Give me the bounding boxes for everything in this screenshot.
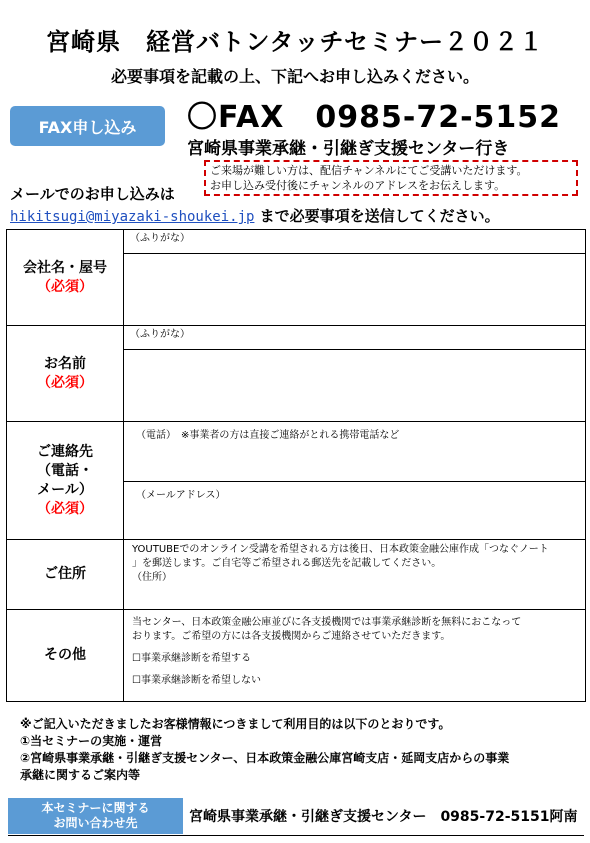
fax-number: 〇FAX 0985-72-5152 (187, 100, 562, 135)
email-hint: （メールアドレス） (136, 490, 226, 501)
email-field[interactable] (124, 482, 586, 540)
other-label-cell (7, 610, 124, 702)
address-label: ご住所 (44, 566, 86, 582)
footer-divider (8, 835, 584, 836)
online-notice-line2: お申し込み受付後にチャンネルのアドレスをお伝えします。 (210, 179, 506, 192)
other-field (124, 610, 586, 702)
contact-label-2: （電話・ (37, 462, 93, 479)
inquiry-info: 宮崎県事業承継・引継ぎ支援センター 0985-72-5151阿南 (189, 809, 578, 825)
name-furigana-label: （ふりがな） (130, 329, 190, 340)
company-furigana-label: （ふりがな） (130, 233, 190, 244)
online-notice-line1: ご来場が難しい方は、配信チャンネルにてご受講いただけます。 (210, 164, 528, 177)
company-furigana-field[interactable] (124, 230, 586, 254)
contact-label-3: メール） (37, 481, 93, 498)
fax-application-button[interactable]: FAX申し込み (10, 106, 165, 146)
name-label-cell (7, 326, 124, 422)
name-furigana-field[interactable] (124, 326, 586, 350)
address-label-cell (7, 540, 124, 610)
privacy-footnote (20, 716, 580, 784)
name-label: お名前 (44, 355, 86, 372)
name-required: （必須） (37, 374, 93, 391)
address-note-3: （住所） (132, 572, 172, 583)
page-subtitle: 必要事項を記載の上、下記へお申し込みください。 (110, 67, 479, 86)
contact-label-cell (7, 422, 124, 540)
mail-suffix: まで必要事項を送信してください。 (259, 207, 500, 225)
company-label: 会社名・屋号 (23, 259, 107, 276)
inquiry-label-1: 本セミナーに関する (41, 801, 150, 815)
other-text-1: 当センター、日本政策金融公庫並びに各支援機関では事業承継診断を無料におこなって (132, 617, 522, 628)
contact-label-1: ご連絡先 (37, 443, 93, 460)
footnote-line-3: ②宮崎県事業承継・引継ぎ支援センター、日本政策金融公庫宮崎支店・延岡支店からの事業 (20, 751, 510, 765)
other-text-2: おります。ご希望の方には各支援機関からご連絡させていただきます。 (132, 631, 451, 642)
application-form (6, 229, 586, 702)
mail-lead: メールでのお申し込みは (10, 185, 175, 203)
page-title: 宮崎県 経営バトンタッチセミナー２０２１ (45, 28, 545, 56)
diagnosis-wanted-checkbox[interactable]: ☐事業承継診断を希望する (132, 653, 251, 664)
footnote-line-1: ※ご記入いただきましたお客様情報につきまして利用目的は以下のとおりです。 (20, 717, 451, 731)
mail-row (10, 205, 500, 226)
address-note-1: YOUTUBEでのオンライン受講を希望される方は後日、日本政策金融公庫作成「つなぐノート (132, 544, 549, 555)
phone-hint: （電話） ※事業者の方は直接ご連絡がとれる携帯電話など (136, 430, 400, 441)
company-label-cell (7, 230, 124, 326)
footnote-line-4: 承継に関するご案内等 (20, 768, 141, 782)
company-required: （必須） (37, 278, 93, 295)
email-link[interactable]: hikitsugi@miyazaki-shoukei.jp (10, 209, 255, 225)
inquiry-label-2: お問い合わせ先 (53, 816, 138, 830)
address-field[interactable] (124, 540, 586, 610)
diagnosis-not-wanted-checkbox[interactable]: ☐事業承継診断を希望しない (132, 675, 261, 686)
other-label: その他 (44, 647, 86, 663)
inquiry-label (8, 798, 183, 834)
phone-field[interactable] (124, 422, 586, 482)
contact-required: （必須） (37, 500, 93, 517)
online-notice (204, 160, 578, 196)
name-field[interactable] (124, 350, 586, 422)
footnote-line-2: ①当セミナーの実施・運営 (20, 734, 163, 748)
company-name-field[interactable] (124, 254, 586, 326)
address-note-2: 」を郵送します。ご自宅等ご希望される郵送先を記載してください。 (132, 558, 442, 569)
fax-destination: 宮崎県事業承継・引継ぎ支援センター行き (187, 139, 510, 159)
